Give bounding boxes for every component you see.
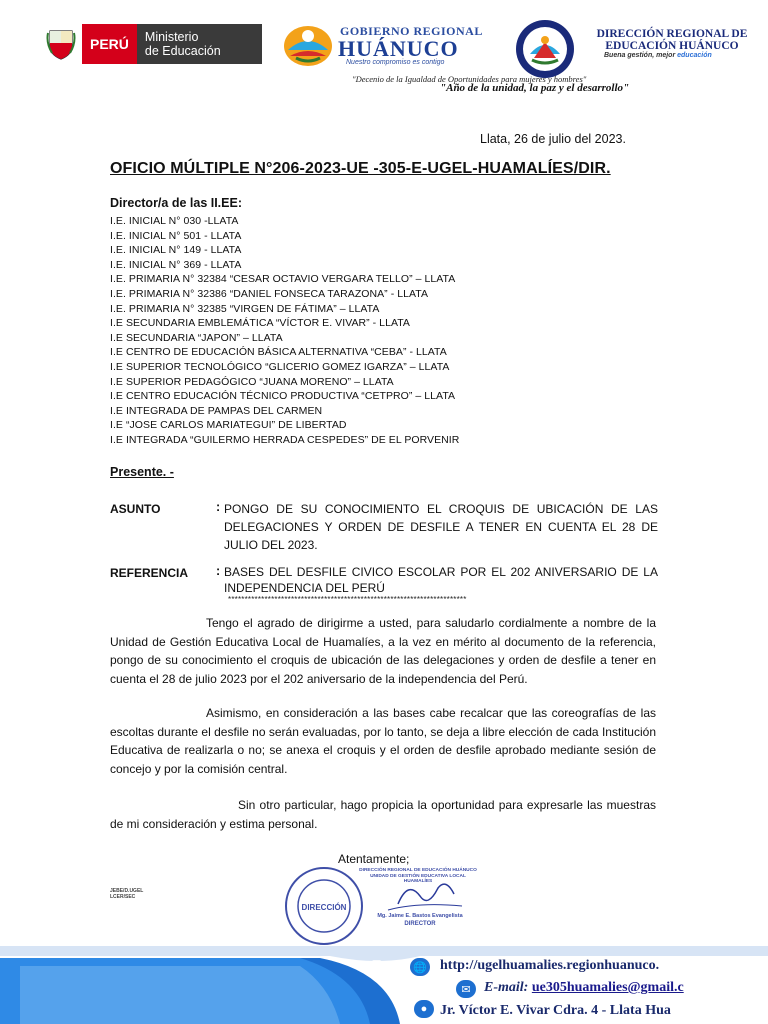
email-line: [484, 980, 684, 996]
institution-item: I.E. INICIAL N° 369 - LLATA: [110, 258, 242, 271]
location-pin-icon: ●: [414, 1000, 434, 1018]
gobierno-slogan: Nuestro compromiso es contigo: [346, 59, 445, 66]
address-text: Jr. Víctor E. Vivar Cdra. 4 - Llata Hua: [440, 1003, 671, 1018]
separator-line: ************************************************************************: [228, 595, 467, 604]
signer-name: Mg. Jaime E. Bastos Evangelista: [377, 913, 463, 919]
institution-item: I.E INTEGRADA “GUILERMO HERRADA CESPEDES” DE EL PORVENIR: [110, 433, 460, 446]
asunto-text: PONGO DE SU CONOCIMIENTO EL CROQUIS DE UBICACIÓN DE LAS DELEGACIONES Y ORDEN DE DESFILE A TENER EN CUENTA EL 28 DE JULIO DEL 2023.: [224, 502, 658, 552]
institution-item: I.E. INICIAL N° 149 - LLATA: [110, 244, 242, 257]
recipient-heading: Director/a de las II.EE:: [110, 196, 242, 210]
institution-list: [110, 214, 459, 448]
body-paragraph-2: Asimismo, en consideración a las bases cabe recalcar que las coreografías de las escoltas durante el desfile no serán evaluadas, por lo tanto, se deja a libre elección de cada Institución Educativa de realizarla o no; se anexa el croquis y el orden de desfile aprobado mediante sesión de concejo y por la comisión central.: [110, 706, 656, 776]
signature-text: [358, 868, 478, 885]
institution-item: I.E SECUNDARIA EMBLEMÁTICA “VÍCTOR E. VIVAR” - LLATA: [110, 317, 410, 330]
signature-line: DIRECCIÓN REGIONAL DE EDUCACIÓN HUÁNUCO: [359, 868, 477, 873]
signature-line: HUAMALÍES: [403, 879, 433, 884]
email-link[interactable]: ue305huamalies@gmail.c: [531, 980, 684, 995]
institution-item: I.E SECUNDARIA “JAPON” – LLATA: [110, 331, 283, 344]
institution-item: I.E. PRIMARIA N° 32384 “CESAR OCTAVIO VERGARA TELLO” – LLATA: [110, 273, 456, 286]
institution-item: I.E “JOSE CARLOS MARIATEGUI” DE LIBERTAD: [110, 419, 347, 432]
email-icon: ✉: [456, 980, 476, 998]
institution-item: I.E CENTRO DE EDUCACIÓN BÁSICA ALTERNATIVA “CEBA” - LLATA: [110, 346, 447, 359]
ministry-name: Ministerio de Educación: [144, 30, 221, 58]
signer-role: DIRECTOR: [404, 921, 436, 927]
institution-item: I.E. PRIMARIA N° 32386 “DANIEL FONSECA TARAZONA” - LLATA: [110, 287, 428, 300]
peru-label: PERÚ: [82, 24, 137, 64]
dre-slogan: Buena gestión, mejor educación: [604, 52, 712, 59]
dre-huanuco-seal-icon: [514, 18, 576, 80]
dre-title: DIRECCIÓN REGIONAL DE EDUCACIÓN HUÁNUCO: [596, 28, 748, 52]
referencia-colon: :: [216, 564, 221, 578]
document-date: Llata, 26 de julio del 2023.: [480, 132, 626, 146]
institution-item: I.E. PRIMARIA N° 32385 “VIRGEN DE FÁTIMA” – LLATA: [110, 302, 380, 315]
document-title: OFICIO MÚLTIPLE N°206-2023-UE -305-E-UGEL-HUAMALÍES/DIR.: [110, 160, 611, 177]
signature-block: [358, 866, 478, 930]
asunto-colon: :: [216, 500, 221, 514]
decenio-motto: "Decenio de la Igualdad de Oportunidades para mujeres y hombres": [352, 74, 587, 84]
institution-item: I.E. INICIAL N° 030 -LLATA: [110, 215, 239, 227]
huanuco-label: HUÁNUCO: [338, 36, 459, 61]
institution-item: I.E CENTRO EDUCACIÓN TÉCNICO PRODUCTIVA “CETPRO” – LLATA: [110, 390, 456, 403]
body-paragraph-1: Tengo el agrado de dirigirme a usted, para saludarlo cordialmente a nombre de la Unidad de Gestión Educativa Local de Huamalíes, a la vez en mérito al documento de la referencia, pongo de su conocimiento el croquis de ubicación de las delegaciones y orden de desfile a tener en cuenta el 28 de julio 2023 por el 202 aniversario de la independencia del Perú.: [110, 616, 656, 686]
globe-icon: 🌐: [410, 958, 430, 976]
referencia-label: REFERENCIA: [110, 566, 189, 580]
institution-item: I.E SUPERIOR PEDAGÓGICO “JUANA MORENO” – LLATA: [110, 375, 394, 388]
presente-label: Presente. -: [110, 465, 174, 479]
ministerio-logo: [40, 24, 262, 64]
website-link[interactable]: http://ugelhuamalies.regionhuanuco.: [440, 958, 660, 973]
institution-item: I.E INTEGRADA DE PAMPAS DEL CARMEN: [110, 404, 323, 417]
signature-line: UNIDAD DE GESTIÓN EDUCATIVA LOCAL: [370, 873, 466, 879]
asunto-label: ASUNTO: [110, 502, 161, 516]
referencia-text: BASES DEL DESFILE CIVICO ESCOLAR POR EL 202 ANIVERSARIO DE LA INDEPENDENCIA DEL PERÚ: [224, 565, 658, 595]
gobierno-regional-label: GOBIERNO REGIONAL: [340, 24, 483, 38]
closing-text: Atentamente;: [338, 852, 410, 866]
email-label: E-mail:: [484, 980, 529, 995]
peru-coat-of-arms-icon: [40, 24, 82, 64]
official-stamp-icon: [282, 864, 366, 948]
reference-initials: JEBE/D.UGEL LCER/SEC: [110, 888, 144, 900]
stamp-inner-text: DIRECCIÓN: [301, 903, 347, 912]
body-paragraph-3: Sin otro particular, hago propicia la oportunidad para expresarle las muestras de mi consideración y estima personal.: [110, 798, 656, 831]
institution-item: I.E. INICIAL N° 501 - LLATA: [110, 229, 242, 242]
institution-item: I.E SUPERIOR TECNOLÓGICO “GLICERIO GOMEZ IGARZA” – LLATA: [110, 360, 450, 373]
year-motto: "Año de la unidad, la paz y el desarrollo": [440, 82, 630, 94]
